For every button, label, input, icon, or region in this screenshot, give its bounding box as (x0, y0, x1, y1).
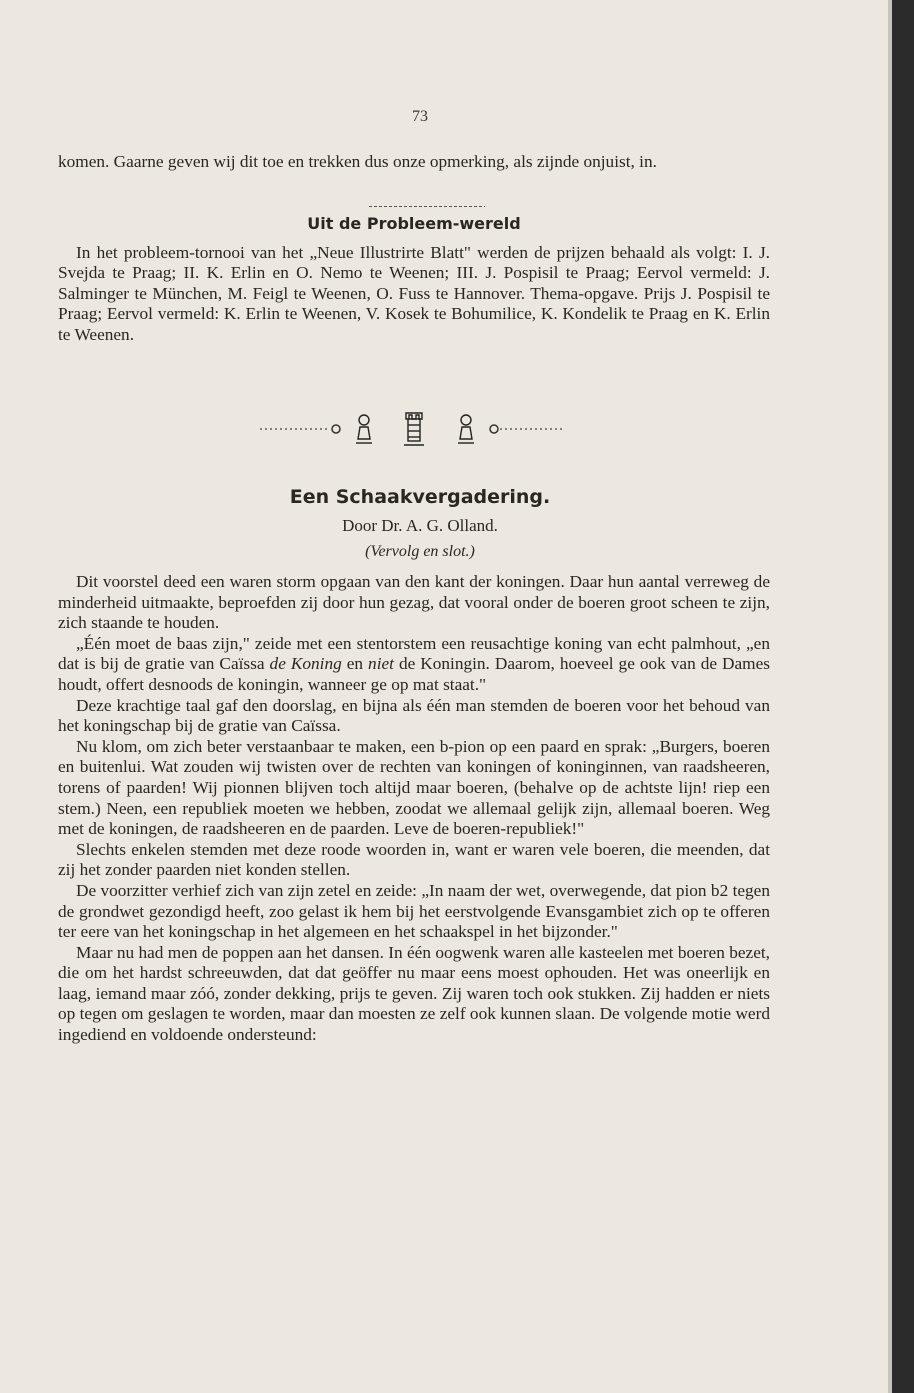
section1-heading: Uit de Probleem-wereld (58, 214, 770, 235)
section2-body (58, 572, 770, 1046)
rook-icon (404, 413, 424, 445)
emphasis-de-koning: de Koning (269, 654, 342, 674)
section1-paragraph: In het probleem-tornooi van het „Neue Illustrirte Blatt" werden de prijzen behaald als volgt: I. J. Svejda te Praag; II. K. Erlin en O. Nemo te Weenen; III. J. Pospisil te Praag; Eervol vermeld: J. Salminger te München, M. Feigl te Weenen, O. Fuss te Hannover. Thema-opgave. Prijs J. Pospisil te Praag; Eervol vermeld: K. Erlin te Weenen, V. Kosek te Bohumilice, K. Kondelik te Praag en K. Erlin te Weenen. (58, 242, 770, 344)
article-paragraph: Slechts enkelen stemden met deze roode woorden in, want er waren vele boeren, die meenden, dat zij het zonder paarden niet konden stellen. (58, 839, 770, 880)
section2-continuation: (Vervolg en slot.) (365, 543, 475, 560)
ornament-scroll-left (332, 425, 340, 433)
chess-ornament (260, 409, 570, 449)
section2-title: Een Schaakvergadering. (289, 486, 551, 508)
emphasis-niet: niet (368, 654, 394, 674)
pawn-icon (458, 415, 474, 443)
article-paragraph-koning (58, 634, 770, 696)
text-run: en (341, 654, 369, 674)
article-paragraph: Maar nu had men de poppen aan het dansen. In één oogwenk waren alle kasteelen met boeren bezet, die om het hardst schreeuwden, dat dat geöffer nu maar eens moest ophouden. Het was oneerlijk en laag, iemand maar zóó, zonder dekking, prijs te geven. Zij waren toch ook stukken. Zij hadden er niets op tegen om geslagen te worden, maar dan moesten ze zelf ook kunnen slaan. De volgende motie werd ingediend en voldoende ondersteund: (58, 942, 770, 1045)
article-paragraph: Nu klom, om zich beter verstaanbaar te maken, een b-pion op een paard en sprak: „Burgers, boeren en buitenlui. Wat zouden wij twisten over de rechten van koningen of koninginnen, van raadsheeren, torens of paarden! Wij pionnen blijven toch altijd maar boeren, (behalve op de achtste lijn! riep een stem.) Neen, een republiek moeten we hebben, zoodat we allemaal gelijk zijn, allemaal boeren. Weg met de koningen, de raadsheeren en de paarden. Leve de boeren-republiek!" (58, 736, 770, 839)
article-paragraph: De voorzitter verhief zich van zijn zetel en zeide: „In naam der wet, overwegende, dat pion b2 tegen de grondwet gezondigd heeft, zoo gelast ik hem bij het eerstvolgende Evansgambiet zich op te offeren ter eere van het koningschap in het algemeen en het schaakspel in het bijzonder." (58, 880, 770, 942)
article-paragraph: Deze krachtige taal gaf den doorslag, en bijna als één man stemden de boeren voor het behoud van het koningschap bij de gratie van Caïssa. (58, 695, 770, 736)
section2-byline: Door Dr. A. G. Olland. (342, 516, 498, 535)
text-run: „Één moet de baas zijn," zeide met een stentorstem een reusachtige koning van echt palmhout, „en dat is bij de gratie van Caïssa (58, 633, 770, 674)
page-edge (888, 0, 892, 1393)
pawn-icon (356, 415, 372, 443)
section-probleem-wereld (58, 214, 770, 346)
intro-paragraph: komen. Gaarne geven wij dit toe en trekken dus onze opmerking, als zijnde onjuist, in. (58, 152, 657, 171)
ornament-scroll-right (490, 425, 498, 433)
article-paragraph: Dit voorstel deed een waren storm opgaan van den kant der koningen. Daar hun aantal verreweg de minderheid uitmaakte, beproefden zij door hun gezag, dat vooral onder de boeren groot scheen te zijn, zich staande te houden. (58, 572, 770, 633)
page-number: 73 (412, 108, 428, 125)
text-run: de Koningin. Daarom, hoeveel ge ook van de Dames houdt, offert desnoods de koningin, wanneer ge op mat staat." (58, 654, 771, 694)
intro-text (58, 152, 770, 173)
